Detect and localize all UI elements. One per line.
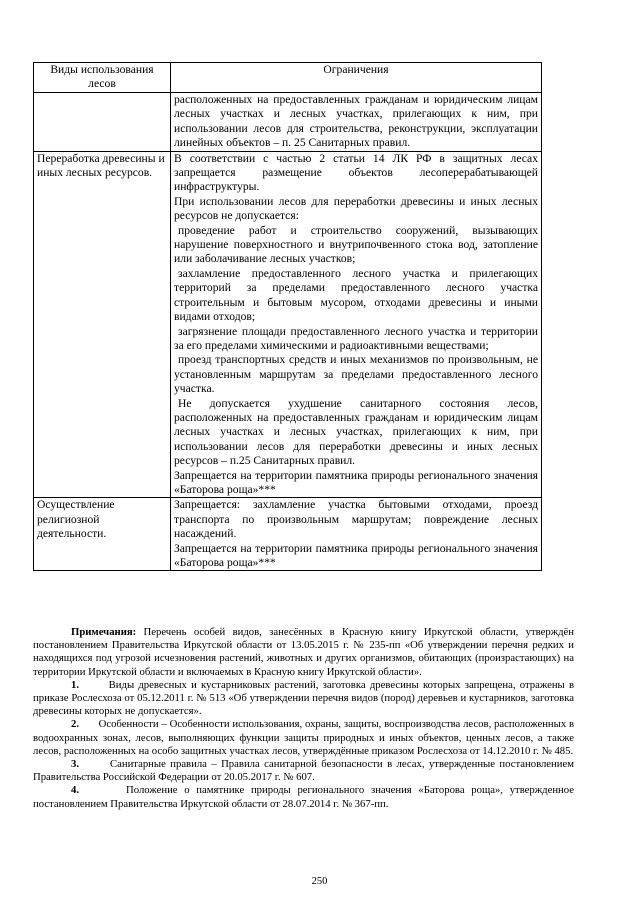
note-item <box>33 758 574 784</box>
note-text: Особенности – Особенности использования, охраны, защиты, воспроизводства лесов, расположенных в водоохранных зонах, лесов, выполняющих функции защиты природных и иных объектов, ценных лесов, а также лесов, расположенных на особо защитных участках лесов, утверждённые приказом Рослесхоза от 14.12.2010 г. № 485. <box>33 718 575 757</box>
restrictions-table <box>33 62 542 571</box>
note-text: Положение о памятнике природы регионального значения «Баторова роща», утвержденное постановлением Правительства Иркутской области от 28.07.2014 г. № 367-пп. <box>33 784 574 810</box>
use-type-cell: Осуществление религиозной деятельности. <box>34 498 171 571</box>
restrictions-cell <box>171 498 542 571</box>
header-forest-use-types: Виды использования лесов <box>34 63 171 93</box>
restriction-text: расположенных на предоставленных гражданам и юридическим лицам лесных участках и лесных участках, прилегающих к ним, при использовании лесов для строительства, реконструкции, эксплуатации линейных объектов – п. 25 Санитарных правил. <box>174 93 538 150</box>
notes-intro <box>33 626 574 679</box>
table-row <box>34 151 542 498</box>
table-row <box>34 498 542 571</box>
restriction-paragraph: Запрещается: захламление участка бытовыми отходами, проезд транспорта по произвольным маршрутам; повреждение лесных насаждений. <box>174 498 538 541</box>
note-item <box>33 718 574 758</box>
notes-section <box>33 626 574 811</box>
note-text: Виды древесных и кустарниковых растений, заготовка древесины которых запрещена, отражены в приказе Рослесхоза от 05.12.2011 г. № 513 «Об утверждении перечня видов (пород) деревьев и кустарников, заготовка древесины которых не допускается». <box>33 678 574 718</box>
notes-label: Примечания: <box>71 626 137 638</box>
table-header-row <box>34 63 542 93</box>
restriction-paragraph: Не допускается ухудшение санитарного состояния лесов, расположенных на предоставленных гражданам и юридическим лицам лесных участках и лесных участках, прилегающих к ним, при использовании лесов для переработки древесины и иных лесных ресурсов – п.25 Санитарных правил. <box>174 396 538 468</box>
restriction-paragraph: Запрещается на территории памятника природы регионального значения «Баторова роща»*** <box>174 541 538 569</box>
note-number: 1. <box>71 678 80 691</box>
note-number: 2. <box>71 718 80 731</box>
note-number: 4. <box>71 784 80 797</box>
restriction-paragraph: проведение работ и строительство сооружений, вызывающих нарушение поверхностного и внутрипочвенного стока вод, затопление или заболачивание лесных участков; <box>174 223 538 266</box>
restriction-paragraph: загрязнение площади предоставленного лесного участка и территории за его пределами химическими и радиоактивными веществами; <box>174 324 538 352</box>
table-row <box>34 93 542 152</box>
restriction-paragraph: Запрещается на территории памятника природы регионального значения «Баторова роща»*** <box>174 468 538 496</box>
use-type-cell <box>34 93 171 152</box>
restriction-paragraph: захламление предоставленного лесного участка и прилегающих территорий за пределами предоставленного лесного участка строительным и бытовым мусором, отходами древесины и иными видами отходов; <box>174 266 538 324</box>
note-item <box>33 679 574 719</box>
restriction-paragraph: В соответствии с частью 2 статьи 14 ЛК РФ в защитных лесах запрещается размещение объектов лесоперерабатывающей инфраструктуры. <box>174 151 538 194</box>
page-number: 250 <box>311 876 328 887</box>
note-text: Санитарные правила – Правила санитарной безопасности в лесах, утвержденные постановлением Правительства Российской Федерации от 20.05.2017 г. № 607. <box>33 758 574 784</box>
header-restrictions: Ограничения <box>171 63 542 93</box>
note-number: 3. <box>71 758 80 771</box>
notes-intro-text: Перечень особей видов, занесённых в Красную книгу Иркутской области, утверждён постановлением Правительства Иркутской области от 13.05.2015 г. № 235-пп «Об утверждении перечня редких и находящихся под угрозой исчезновения растений, животных и других организмов, обитающих (произрастающих) на территории Иркутской области и включаемых в Красную книгу Иркутской области». <box>33 626 575 678</box>
restriction-paragraph: При использовании лесов для переработки древесины и иных лесных ресурсов не допускается: <box>174 194 538 223</box>
note-item <box>33 784 574 810</box>
use-type-cell: Переработка древесины и иных лесных ресурсов. <box>34 151 171 498</box>
restrictions-cell <box>171 93 542 152</box>
restriction-paragraph: проезд транспортных средств и иных механизмов по произвольным, не установленным маршрутам за пределами предоставленного лесного участка. <box>174 353 538 396</box>
restrictions-cell <box>171 151 542 498</box>
